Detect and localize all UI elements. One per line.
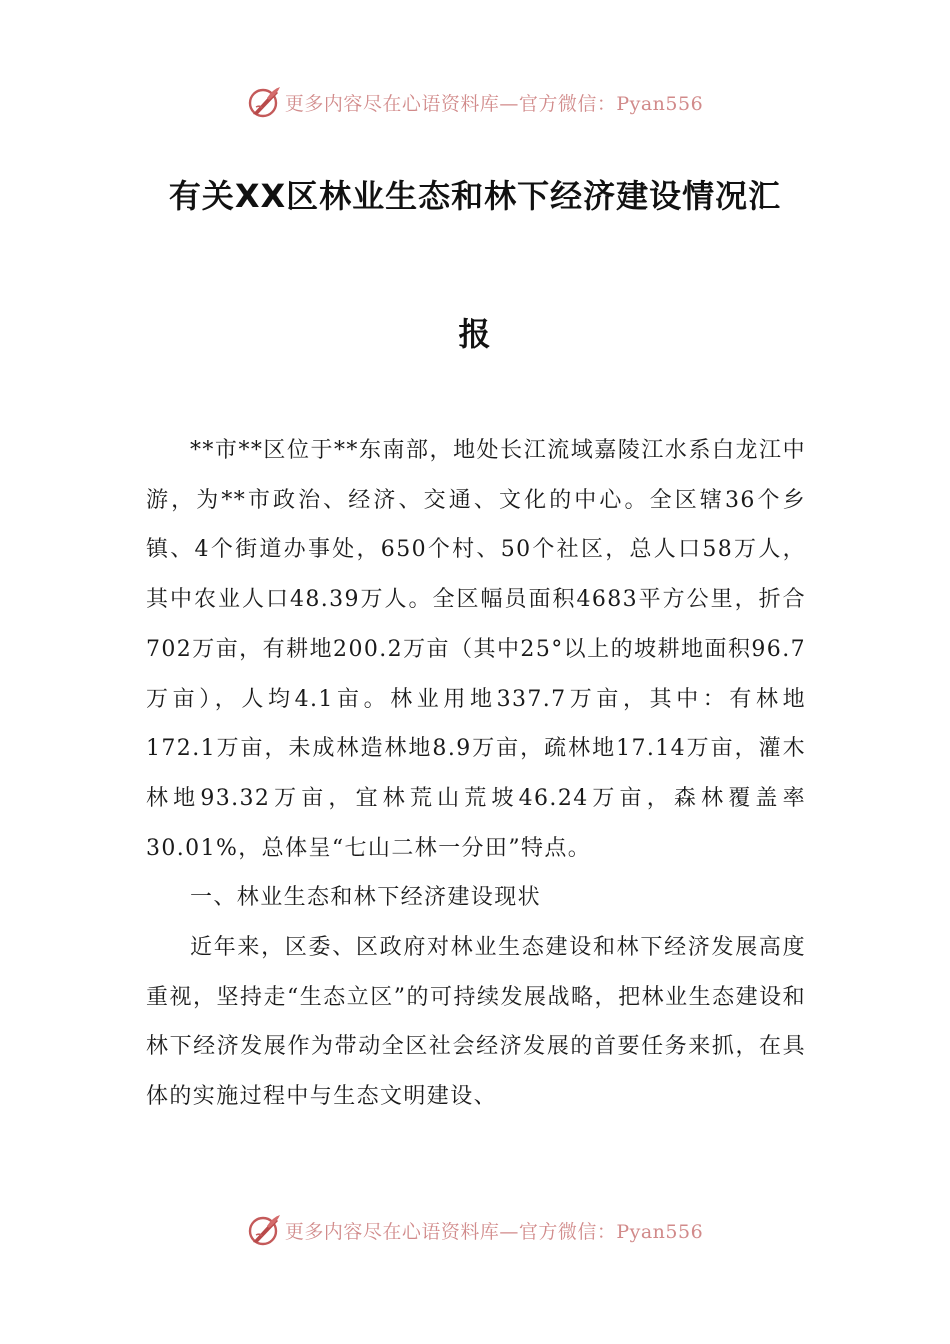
watermark-label: 更多内容尽在心语资料库—官方微信： bbox=[284, 92, 617, 115]
paragraph-intro: **市**区位于**东南部，地处长江流域嘉陵江水系白龙江中游，为**市政治、经济、交通、文化的中心。全区辖36个乡镇、4个街道办事处，650个村、50个社区，总人口58万人，其中农业人口48.39万人。全区幅员面积4683平方公里，折合702万亩，有耕地200.2万亩（其中25°以上的坡耕地面积96.7万亩），人均4.1亩。林业用地337.7万亩，其中：有林地 172.1万亩，未成林造林地8.9万亩，疏林地17.14万亩，灌木林地93.32万亩，宜林荒山荒坡46.24万亩，森林覆盖率30.01%，总体呈“七山二林一分田”特点。 bbox=[146, 438, 806, 861]
watermark-text bbox=[285, 1217, 703, 1244]
watermark-banner-top bbox=[0, 82, 950, 122]
title-line-2: 报 bbox=[458, 315, 492, 353]
watermark-label: 更多内容尽在心语资料库—官方微信： bbox=[284, 1220, 617, 1243]
watermark-contact: Pyan556 bbox=[616, 1220, 704, 1243]
document-body bbox=[146, 426, 806, 1122]
paragraph-status: 近年来，区委、区政府对林业生态建设和林下经济发展高度重视，坚持走“生态立区”的可持续发展战略，把林业生态建设和林下经济发展作为带动全区社会经济发展的首要任务来抓，在具体的实施过程中与生态文明建设、 bbox=[146, 935, 806, 1110]
section-heading: 一、林业生态和林下经济建设现状 bbox=[190, 885, 542, 911]
title-line-1: 有关XX区林业生态和林下经济建设情况汇 bbox=[168, 177, 782, 215]
document-title bbox=[120, 176, 830, 452]
watermark-contact: Pyan556 bbox=[616, 92, 704, 115]
quill-pen-logo-icon bbox=[247, 85, 281, 119]
watermark-text bbox=[285, 89, 703, 116]
quill-pen-logo-icon bbox=[247, 1213, 281, 1247]
watermark-banner-bottom bbox=[0, 1210, 950, 1250]
